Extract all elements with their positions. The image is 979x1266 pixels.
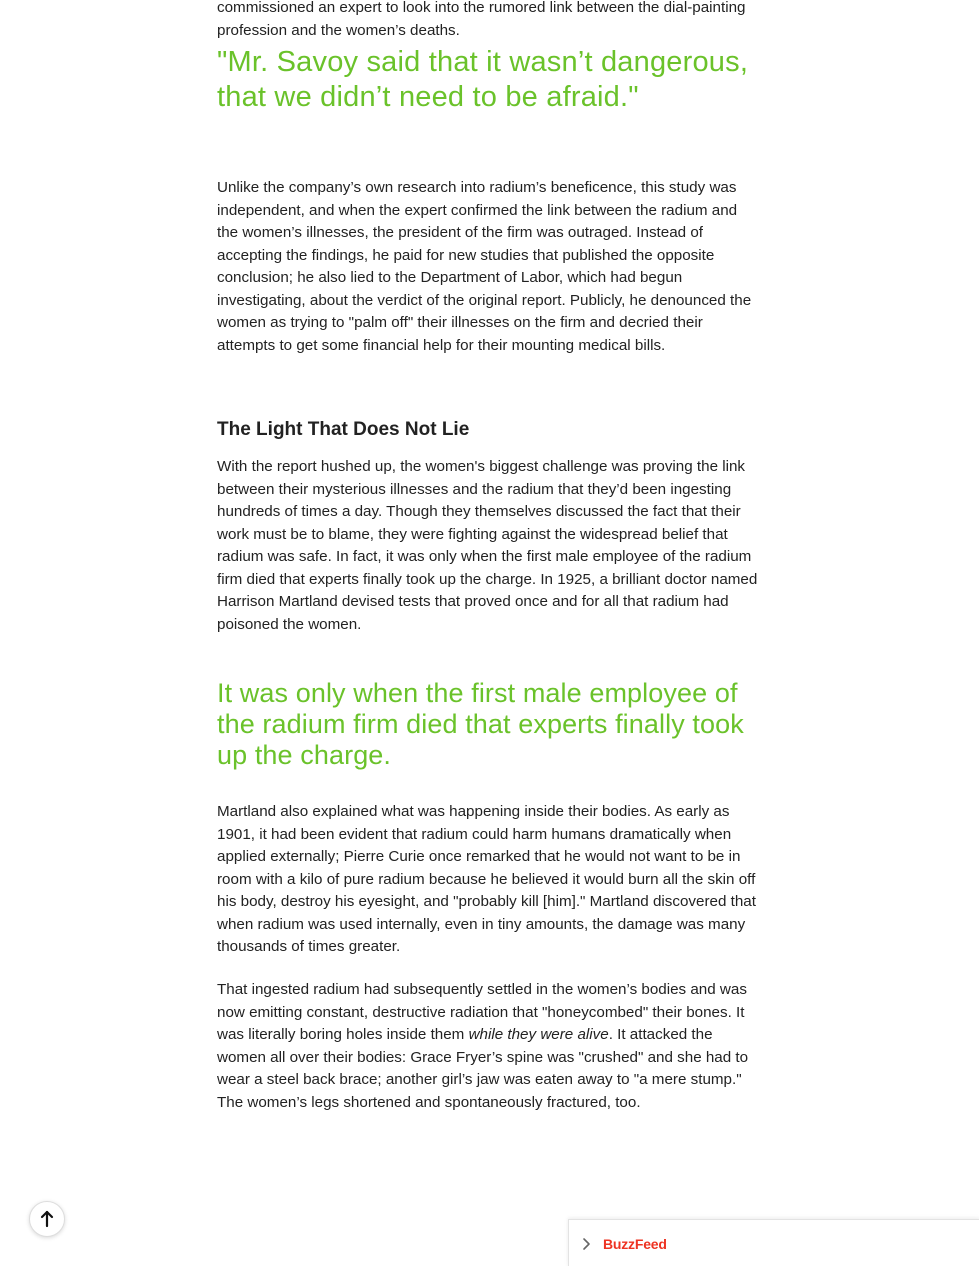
buzzfeed-footer-bar[interactable] bbox=[568, 1219, 979, 1266]
chevron-right-icon[interactable] bbox=[579, 1237, 593, 1251]
back-to-top-button[interactable] bbox=[29, 1201, 65, 1237]
arrow-up-icon bbox=[39, 1210, 55, 1228]
paragraph-proving-link: With the report hushed up, the women's biggest challenge was proving the link between their mysterious illnesses and the radium that they’d been ingesting hundreds of times a day. Though they themselves discussed the fact that their work must be to blame, they were fighting against the widespread belief that radium was safe. In fact, it was only when the first male employee of the radium firm died that experts finally took up the charge. In 1925, a brilliant doctor named Harrison Martland devised tests that proved once and for all that radium had poisoned the women. bbox=[217, 458, 758, 633]
paragraph-ingested-radium bbox=[217, 979, 762, 1114]
buzzfeed-logo[interactable]: BuzzFeed bbox=[603, 1235, 667, 1252]
pull-quote-savoy: "Mr. Savoy said that it wasn’t dangerous, that we didn’t need to be afraid." bbox=[217, 46, 749, 113]
paragraph-ingested-radium-end: . It attacked the women all over their bodies: Grace Fryer’s spine was "crushed" and she had to wear a steel back brace; another girl’s jaw was eaten away to "a mere stump." The women’s legs shortened and spontaneously fractured, too. bbox=[217, 1026, 749, 1111]
pull-quote-male-employee: It was only when the first male employee of the radium firm died that experts finally took up the charge. bbox=[217, 678, 744, 770]
section-heading: The Light That Does Not Lie bbox=[217, 419, 470, 440]
paragraph-martland-explained: Martland also explained what was happening inside their bodies. As early as 1901, it had been evident that radium could harm humans dramatically when applied externally; Pierre Curie once remarked that he would not want to be in room with a kilo of pure radium because he believed it would burn all the skin off his body, destroy his eyesight, and "probably kill [him]." Martland discovered that when radium was used internally, even in tiny amounts, the damage was many thousands of times greater. bbox=[217, 803, 756, 955]
intro-tail-paragraph: commissioned an expert to look into the rumored link between the dial-painting profession and the women’s deaths. bbox=[217, 0, 746, 39]
paragraph-ingested-radium-start: That ingested radium had subsequently settled in the women’s bodies and was now emitting constant, destructive radiation that "honeycombed" their bones. It was literally boring holes inside them bbox=[217, 981, 747, 1043]
emphasis-while-alive: while they were alive bbox=[468, 1026, 609, 1043]
paragraph-independent-study: Unlike the company’s own research into radium’s beneficence, this study was independent, and when the expert confirmed the link between the radium and the women’s illnesses, the president of the firm was outraged. Instead of accepting the findings, he paid for new studies that published the opposite conclusion; he also lied to the Department of Labor, which had begun investigating, about the verdict of the original report. Publicly, he denounced the women as trying to "palm off" their illnesses on the firm and decried their attempts to get some financial help for their mounting medical bills. bbox=[217, 179, 752, 354]
